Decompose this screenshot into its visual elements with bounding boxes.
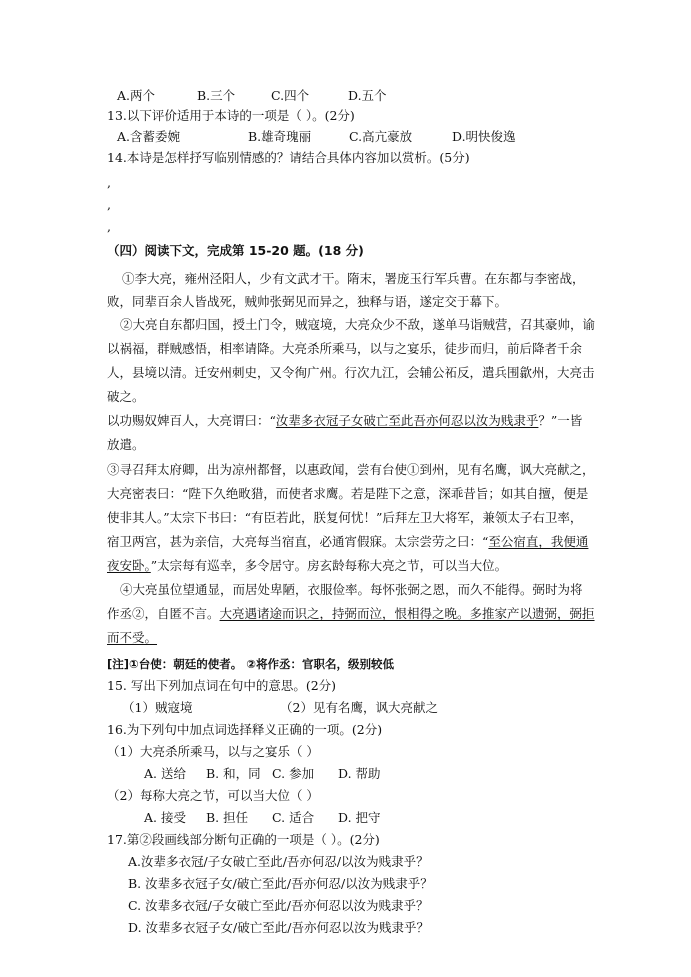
answer-mark: ,: [107, 219, 111, 234]
passage-line: [107, 413, 582, 429]
option-d: D. 帮助: [338, 766, 381, 781]
passage-line: [107, 630, 157, 646]
passage-line: ④大亮虽位望通显，而居处卑陋，衣服俭率。每怀张弼之恩，而久不能得。弼时为将: [120, 582, 583, 597]
q16-sentence-1: （1）大亮杀所乘马，以与之宴乐（ ）: [107, 744, 319, 759]
passage-line: [107, 606, 595, 622]
option-d: D. 把守: [338, 810, 381, 825]
option-b: B.三个: [197, 88, 236, 103]
passage-line: 放遣。: [107, 437, 145, 452]
passage-text: 以功赐奴婢百人，大亮谓曰：“: [107, 413, 276, 428]
option-c: C.高亢豪放: [349, 129, 413, 144]
underlined-sentence: 而不受。: [107, 630, 158, 645]
option-d: D.五个: [348, 88, 387, 103]
underlined-sentence: 至公宿直，我便通: [488, 534, 589, 549]
underlined-sentence: 汝辈多衣冠子女破亡至此吾亦何忍以汝为贱隶乎: [275, 413, 539, 428]
option-a: A. 送给: [144, 766, 186, 781]
passage-line: ②大亮自东都归国，授土门令，贼寇境，大亮众少不敌，遂单马诣贼营，召其豪帅，谕: [120, 317, 596, 332]
option-a: A.含蓄委婉: [117, 129, 181, 144]
option-d: D.明快俊逸: [452, 129, 516, 144]
q16-sentence-2: （2）每称大亮之节，可以当大位（ ）: [107, 788, 319, 803]
passage-line: 人，县境以清。迁安州刺史，又令徇广州。行次九江，会辅公祏反，遣兵围歙州，大亮击: [107, 365, 595, 380]
passage-line: 使非其人。”太宗下书曰：“有臣若此，朕复何忧！”后拜左卫大将军，兼领太子右卫率，: [107, 510, 583, 525]
answer-mark: ,: [107, 197, 111, 212]
q13-options: [117, 129, 516, 145]
q15-item-1: （1）贼寇境: [122, 700, 193, 715]
passage-text: 作丞②，自匿不言。: [107, 606, 220, 621]
q16-options-2: [144, 810, 381, 826]
q15-items: [122, 700, 438, 716]
passage-line: ③寻召拜太府卿，出为凉州都督，以惠政闻，尝有台使①到州，见有名鹰，讽大亮献之，: [107, 462, 595, 477]
option-c: C.四个: [271, 88, 310, 103]
q14-stem: 14.本诗是怎样抒写临别情感的？请结合具体内容加以赏析。(5分): [107, 150, 470, 165]
section-heading: （四）阅读下文，完成第 15-20 题。(18 分): [107, 243, 364, 258]
q15-item-2: （2）见有名鹰，讽大亮献之: [280, 700, 438, 715]
passage-line: [107, 558, 507, 574]
q17-stem: 17.第②段画线部分断句正确的一项是（ ）。(2分): [107, 832, 380, 847]
passage-text: 宿卫两宫，甚为亲信，大亮每当宿直，必通宵假寐。太宗尝劳之曰：“: [107, 534, 489, 549]
q13-stem: 13.以下评价适用于本诗的一项是（ ）。(2分): [107, 108, 355, 123]
passage-line: 败，同辈百余人皆战死，贼帅张弼见而异之，独释与语，遂定交于幕下。: [107, 294, 508, 309]
option-c: C. 参加: [272, 766, 315, 781]
option-a: A. 接受: [144, 810, 186, 825]
q17-option-b: B. 汝辈多衣冠子女/破亡至此/吾亦何忍/以汝为贱隶乎？: [128, 876, 433, 891]
underlined-sentence: 夜安卧。: [107, 558, 151, 573]
q16-stem: 16.为下列句中加点词选择释义正确的一项。(2分): [107, 722, 383, 737]
passage-line: 大亮密表曰：“陛下久绝畋猎，而使者求鹰。若是陛下之意，深乖昔旨；如其自擅，便是: [107, 486, 589, 501]
option-a: A.两个: [117, 88, 156, 103]
q17-option-c: C. 汝辈多衣冠/子女破亡至此/吾亦何忍以汝为贱隶乎？: [128, 898, 429, 913]
q15-stem: 15. 写出下列加点词在句中的意思。(2分): [107, 678, 337, 693]
answer-mark: ,: [107, 175, 111, 190]
underlined-sentence: 大亮遇诸途而识之，持弼而泣，恨相得之晚。多推家产以遗弼，弼拒: [219, 606, 595, 621]
passage-text: ”太宗每有巡幸，多令居守。房玄龄每称大亮之节，可以当大位。: [150, 558, 508, 573]
q17-option-d: D. 汝辈多衣冠子女/破亡至此/吾亦何忍以汝为贱隶乎？: [128, 920, 429, 935]
option-b: B.雄奇瑰丽: [248, 129, 312, 144]
q12-options: [117, 88, 387, 104]
passage-line: [107, 534, 588, 550]
passage-line: 破之。: [107, 389, 145, 404]
passage-line: ①李大亮，雍州泾阳人，少有文武才干。隋末，署庞玉行军兵曹。在东都与李密战，: [122, 271, 585, 286]
option-c: C. 适合: [272, 810, 315, 825]
q16-options-1: [144, 766, 381, 782]
option-b: B. 担任: [206, 810, 249, 825]
passage-text: ？”一皆: [538, 413, 583, 428]
footnote: [注]①台使：朝廷的使者。 ②将作丞：官职名，级别较低: [107, 657, 394, 671]
passage-line: 以祸福，群贼感悟，相率请降。大亮杀所乘马，以与之宴乐，徒步而归，前后降者千余: [107, 341, 583, 356]
q17-option-a: A.汝辈多衣冠/子女破亡至此/吾亦何忍/以汝为贱隶乎？: [128, 854, 429, 869]
option-b: B. 和，同: [206, 766, 261, 781]
